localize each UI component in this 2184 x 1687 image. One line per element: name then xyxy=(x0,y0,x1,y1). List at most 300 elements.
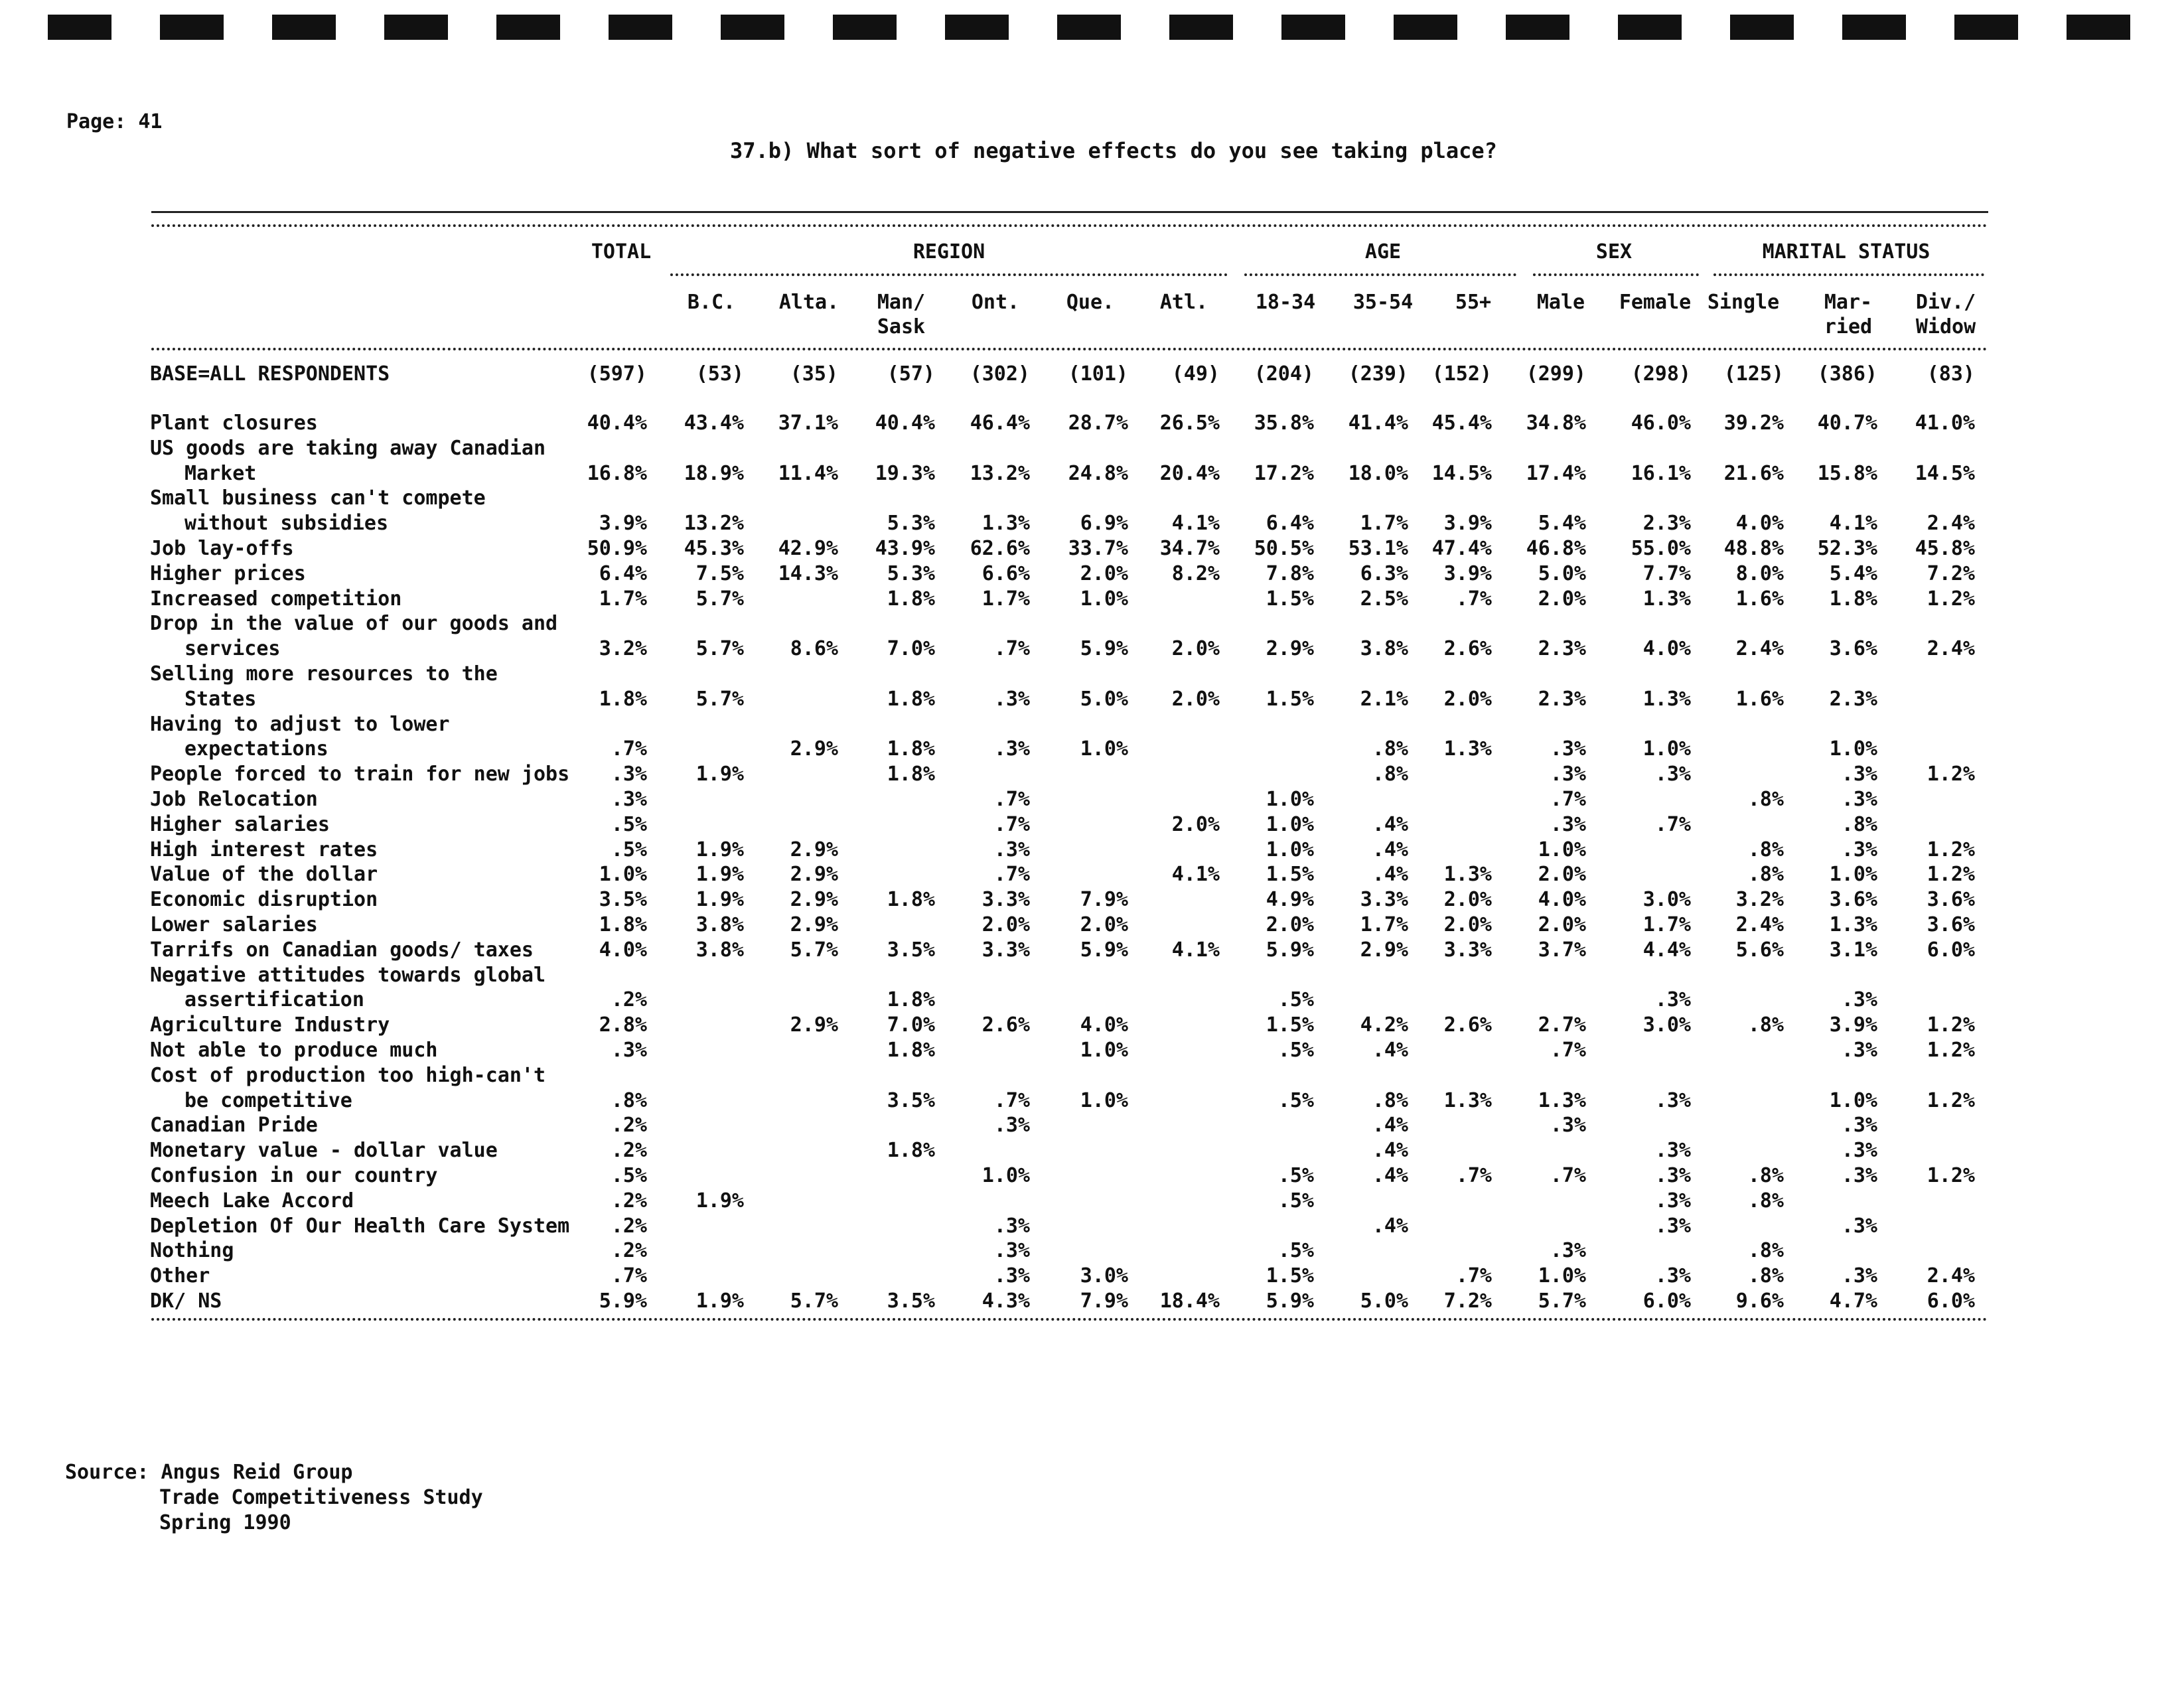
cell-value: 1.0% xyxy=(1080,737,1128,761)
cell-value: .8% xyxy=(1747,838,1784,861)
cell-value: 8.6% xyxy=(790,637,838,660)
table-row xyxy=(0,1238,2184,1264)
cell-value: 1.8% xyxy=(887,888,935,911)
row-label: Meech Lake Accord xyxy=(150,1189,354,1212)
cell-value: 2.9% xyxy=(790,737,838,761)
cell-value: 34.8% xyxy=(1526,411,1586,435)
cell-value: .7% xyxy=(993,863,1030,886)
cell-value: 3.6% xyxy=(1829,637,1877,660)
column-header: Female xyxy=(1619,291,1692,314)
cell-value: .3% xyxy=(1841,988,1877,1011)
cell-value: .5% xyxy=(1277,988,1314,1011)
cell-value: 4.1% xyxy=(1171,512,1220,535)
cell-value: 6.0% xyxy=(1642,1289,1691,1313)
cell-value: 8.2% xyxy=(1171,562,1220,585)
cell-value: 2.5% xyxy=(1360,587,1408,611)
cell-value: 45.8% xyxy=(1915,537,1975,560)
cell-value: 5.3% xyxy=(887,562,935,585)
cell-value: .3% xyxy=(1654,1139,1691,1162)
cell-value: 45.4% xyxy=(1431,411,1492,435)
cell-value: .3% xyxy=(1654,1089,1691,1112)
cell-value: 5.9% xyxy=(599,1289,647,1313)
group-divider xyxy=(1713,273,1984,276)
cell-value: .3% xyxy=(1654,988,1691,1011)
cell-value: 4.9% xyxy=(1266,888,1314,911)
cell-value: .3% xyxy=(1841,1139,1877,1162)
cell-value: .5% xyxy=(1277,1089,1314,1112)
cell-value: 18.9% xyxy=(684,462,744,485)
cell-value: .8% xyxy=(1747,1189,1784,1212)
column-header: Div./ Widow xyxy=(1915,291,1976,338)
cell-value: 33.7% xyxy=(1068,537,1128,560)
cell-value: .8% xyxy=(1747,1239,1784,1262)
cell-value: 2.0% xyxy=(1171,688,1220,711)
cell-value: .5% xyxy=(611,838,647,861)
cell-value: 3.5% xyxy=(887,1089,935,1112)
table-row xyxy=(0,362,2184,387)
row-label: Higher prices xyxy=(150,562,306,585)
cell-value: 13.2% xyxy=(684,512,744,535)
cell-value: 39.2% xyxy=(1723,411,1784,435)
cell-value: 1.0% xyxy=(1829,1089,1877,1112)
cell-value: 1.7% xyxy=(1360,913,1408,936)
table-row xyxy=(0,561,2184,587)
source-line: Source: Angus Reid Group xyxy=(65,1461,353,1484)
cell-value: 1.0% xyxy=(1266,813,1314,836)
table-row xyxy=(0,662,2184,687)
cell-value: 2.6% xyxy=(1443,1013,1492,1037)
row-label: Canadian Pride xyxy=(150,1114,318,1137)
table-row xyxy=(0,1088,2184,1114)
cell-value: 1.3% xyxy=(1829,913,1877,936)
cell-value: .7% xyxy=(1455,1264,1492,1287)
cell-value: .5% xyxy=(1277,1239,1314,1262)
cell-value: 4.0% xyxy=(1080,1013,1128,1037)
cell-value: .4% xyxy=(1372,1214,1408,1238)
cell-value: 5.9% xyxy=(1266,938,1314,962)
cell-value: 2.4% xyxy=(1927,512,1975,535)
cell-value: 7.0% xyxy=(887,1013,935,1037)
cell-value: .3% xyxy=(1654,763,1691,786)
cell-value: 3.3% xyxy=(982,888,1030,911)
cell-value: 17.2% xyxy=(1254,462,1314,485)
cell-value: 1.2% xyxy=(1927,1013,1975,1037)
cell-value: .8% xyxy=(611,1089,647,1112)
cell-value: 4.0% xyxy=(1642,637,1691,660)
cell-value: 2.3% xyxy=(1538,637,1586,660)
cell-value: 9.6% xyxy=(1735,1289,1784,1313)
cell-value: 2.3% xyxy=(1538,688,1586,711)
cell-value: 1.0% xyxy=(1080,1089,1128,1112)
row-label: DK/ NS xyxy=(150,1289,222,1313)
cell-value: 5.0% xyxy=(1080,688,1128,711)
cell-value: .4% xyxy=(1372,838,1408,861)
cell-value: 52.3% xyxy=(1817,537,1877,560)
cell-value: .5% xyxy=(1277,1189,1314,1212)
cell-value: 2.0% xyxy=(1538,587,1586,611)
cell-value: 34.7% xyxy=(1159,537,1220,560)
table-row xyxy=(0,1138,2184,1163)
table-row xyxy=(0,536,2184,561)
cell-value: .3% xyxy=(1841,1214,1877,1238)
cell-value: 42.9% xyxy=(778,537,838,560)
cell-value: .3% xyxy=(993,838,1030,861)
cell-value: .2% xyxy=(611,1239,647,1262)
cell-value: 3.0% xyxy=(1642,888,1691,911)
cell-value: .3% xyxy=(993,1264,1030,1287)
cell-value: 3.8% xyxy=(695,913,744,936)
registration-marks xyxy=(48,15,2138,44)
cell-value: 5.7% xyxy=(790,938,838,962)
cell-value: 2.0% xyxy=(1538,863,1586,886)
cell-value: .7% xyxy=(993,637,1030,660)
cell-value: (302) xyxy=(970,362,1030,386)
bottom-dotted-rule xyxy=(151,1318,1988,1321)
cell-value: 5.9% xyxy=(1266,1289,1314,1313)
cell-value: 1.3% xyxy=(1443,1089,1492,1112)
cell-value: 2.6% xyxy=(1443,637,1492,660)
cell-value: .7% xyxy=(1455,587,1492,611)
row-label-continued: be competitive xyxy=(184,1089,352,1112)
cell-value: 2.4% xyxy=(1927,1264,1975,1287)
cell-value: 3.1% xyxy=(1829,938,1877,962)
cell-value: 1.8% xyxy=(887,763,935,786)
cell-value: 21.6% xyxy=(1723,462,1784,485)
top-rule xyxy=(151,211,1988,213)
cell-value: 5.0% xyxy=(1538,562,1586,585)
cell-value: 1.2% xyxy=(1927,838,1975,861)
cell-value: (101) xyxy=(1068,362,1128,386)
cell-value: 16.1% xyxy=(1631,462,1691,485)
table-row xyxy=(0,486,2184,511)
cell-value: 1.6% xyxy=(1735,587,1784,611)
cell-value: 1.0% xyxy=(982,1164,1030,1187)
cell-value: (83) xyxy=(1927,362,1975,386)
cell-value: .3% xyxy=(993,1214,1030,1238)
cell-value: 3.9% xyxy=(1829,1013,1877,1037)
row-label: People forced to train for new jobs xyxy=(150,763,570,786)
cell-value: 1.7% xyxy=(599,587,647,611)
cell-value: .3% xyxy=(1841,1039,1877,1062)
cell-value: 3.5% xyxy=(887,938,935,962)
cell-value: .3% xyxy=(1841,1264,1877,1287)
row-label: High interest rates xyxy=(150,838,378,861)
table-row xyxy=(0,1163,2184,1189)
cell-value: 5.7% xyxy=(695,587,744,611)
cell-value: .3% xyxy=(611,1039,647,1062)
row-label: Nothing xyxy=(150,1239,234,1262)
registration-mark xyxy=(48,15,111,40)
question-title: 37.b) What sort of negative effects do you see taking place? xyxy=(730,138,1497,163)
cell-value: .2% xyxy=(611,1189,647,1212)
registration-mark xyxy=(1730,15,1794,40)
table-row xyxy=(0,1214,2184,1239)
cell-value: .3% xyxy=(1550,1239,1586,1262)
cell-value: 14.5% xyxy=(1915,462,1975,485)
column-header: Que. xyxy=(1066,291,1115,314)
cell-value: 8.0% xyxy=(1735,562,1784,585)
cell-value: 3.9% xyxy=(599,512,647,535)
table-row xyxy=(0,1038,2184,1063)
cell-value: 5.4% xyxy=(1538,512,1586,535)
cell-value: 4.1% xyxy=(1829,512,1877,535)
cell-value: 3.6% xyxy=(1829,888,1877,911)
cell-value: 1.5% xyxy=(1266,1264,1314,1287)
cell-value: 6.6% xyxy=(982,562,1030,585)
cell-value: (152) xyxy=(1431,362,1492,386)
cell-value: 1.2% xyxy=(1927,1089,1975,1112)
cell-value: 1.2% xyxy=(1927,1164,1975,1187)
column-header: Man/ Sask xyxy=(877,291,926,338)
cell-value: 4.1% xyxy=(1171,938,1220,962)
cell-value: .5% xyxy=(1277,1039,1314,1062)
cell-value: 7.5% xyxy=(695,562,744,585)
registration-mark xyxy=(1281,15,1345,40)
table-row xyxy=(0,737,2184,762)
cell-value: 41.4% xyxy=(1348,411,1408,435)
table-row xyxy=(0,1063,2184,1088)
cell-value: (49) xyxy=(1171,362,1220,386)
cell-value: 2.9% xyxy=(790,1013,838,1037)
cell-value: 3.2% xyxy=(1735,888,1784,911)
cell-value: 3.9% xyxy=(1443,562,1492,585)
cell-value: 1.0% xyxy=(1080,587,1128,611)
registration-mark xyxy=(272,15,336,40)
cell-value: 3.8% xyxy=(1360,637,1408,660)
row-label: Negative attitudes towards global xyxy=(150,964,546,987)
cell-value: 1.0% xyxy=(1080,1039,1128,1062)
cell-value: 19.3% xyxy=(875,462,935,485)
row-label: Value of the dollar xyxy=(150,863,378,886)
column-header: Male xyxy=(1536,291,1585,314)
cell-value: 2.0% xyxy=(1443,888,1492,911)
source-block xyxy=(65,1460,483,1536)
registration-mark xyxy=(496,15,560,40)
cell-value: 40.4% xyxy=(875,411,935,435)
table-row xyxy=(0,611,2184,636)
row-label: Economic disruption xyxy=(150,888,378,911)
cell-value: .3% xyxy=(993,737,1030,761)
cell-value: 6.4% xyxy=(1266,512,1314,535)
cell-value: 3.0% xyxy=(1080,1264,1128,1287)
table-row xyxy=(0,411,2184,436)
cell-value: .8% xyxy=(1747,863,1784,886)
cell-value: 5.7% xyxy=(695,688,744,711)
cell-value: .4% xyxy=(1372,1139,1408,1162)
cell-value: 3.0% xyxy=(1642,1013,1691,1037)
registration-mark xyxy=(1169,15,1233,40)
cell-value: 5.9% xyxy=(1080,938,1128,962)
cell-value: 5.4% xyxy=(1829,562,1877,585)
cell-value: 2.0% xyxy=(1443,913,1492,936)
cell-value: 24.8% xyxy=(1068,462,1128,485)
row-label: Job lay-offs xyxy=(150,537,294,560)
cell-value: .3% xyxy=(1550,737,1586,761)
group-header: SEX xyxy=(1595,240,1633,263)
row-label: BASE=ALL RESPONDENTS xyxy=(150,362,390,386)
cell-value: 5.3% xyxy=(887,512,935,535)
cell-value: 1.2% xyxy=(1927,863,1975,886)
cell-value: 3.7% xyxy=(1538,938,1586,962)
table-row xyxy=(0,963,2184,988)
table-row xyxy=(0,436,2184,461)
cell-value: .7% xyxy=(1550,1039,1586,1062)
cell-value: 2.9% xyxy=(790,838,838,861)
cell-value: 3.5% xyxy=(887,1289,935,1313)
cell-value: (57) xyxy=(887,362,935,386)
cell-value: 1.2% xyxy=(1927,763,1975,786)
cell-value: 1.0% xyxy=(1266,788,1314,811)
cell-value: 2.4% xyxy=(1735,913,1784,936)
cell-value: 3.3% xyxy=(1443,938,1492,962)
cell-value: 6.4% xyxy=(599,562,647,585)
row-label: Selling more resources to the xyxy=(150,662,498,686)
row-label: Tarrifs on Canadian goods/ taxes xyxy=(150,938,534,962)
cell-value: 1.5% xyxy=(1266,863,1314,886)
cell-value: 1.3% xyxy=(982,512,1030,535)
row-label: Lower salaries xyxy=(150,913,318,936)
cell-value: 7.7% xyxy=(1642,562,1691,585)
row-label: Plant closures xyxy=(150,411,318,435)
registration-mark xyxy=(1506,15,1569,40)
cell-value: 5.7% xyxy=(695,637,744,660)
column-header: 55+ xyxy=(1455,291,1492,314)
cell-value: 1.8% xyxy=(1829,587,1877,611)
cell-value: 1.0% xyxy=(1538,1264,1586,1287)
cell-value: .4% xyxy=(1372,1039,1408,1062)
cell-value: 1.3% xyxy=(1443,737,1492,761)
row-label: Job Relocation xyxy=(150,788,318,811)
cell-value: .4% xyxy=(1372,863,1408,886)
cell-value: 4.4% xyxy=(1642,938,1691,962)
cell-value: (239) xyxy=(1348,362,1408,386)
row-label-continued: services xyxy=(184,637,281,660)
table-row xyxy=(0,1289,2184,1314)
cell-value: .8% xyxy=(1372,737,1408,761)
cell-value: 16.8% xyxy=(587,462,647,485)
cell-value: .3% xyxy=(1654,1164,1691,1187)
cell-value: 1.0% xyxy=(1266,838,1314,861)
cell-value: .2% xyxy=(611,988,647,1011)
table-row xyxy=(0,587,2184,612)
table-row xyxy=(0,838,2184,863)
cell-value: 45.3% xyxy=(684,537,744,560)
cell-value: 5.6% xyxy=(1735,938,1784,962)
cell-value: 46.4% xyxy=(970,411,1030,435)
cell-value: 1.0% xyxy=(1829,737,1877,761)
row-label: Agriculture Industry xyxy=(150,1013,390,1037)
cell-value: 2.7% xyxy=(1538,1013,1586,1037)
row-label-continued: expectations xyxy=(184,737,328,761)
cell-value: 13.2% xyxy=(970,462,1030,485)
column-header: B.C. xyxy=(687,291,736,314)
cell-value: (386) xyxy=(1817,362,1877,386)
cell-value: 46.0% xyxy=(1631,411,1691,435)
row-label: Drop in the value of our goods and xyxy=(150,612,558,635)
cell-value: .7% xyxy=(993,813,1030,836)
registration-mark xyxy=(1618,15,1682,40)
table-row xyxy=(0,1189,2184,1214)
row-label-continued: assertification xyxy=(184,988,364,1011)
cell-value: 4.2% xyxy=(1360,1013,1408,1037)
cell-value: 6.0% xyxy=(1927,938,1975,962)
cell-value: 1.7% xyxy=(1360,512,1408,535)
cell-value: 20.4% xyxy=(1159,462,1220,485)
cell-value: .8% xyxy=(1372,1089,1408,1112)
column-header: Ont. xyxy=(971,291,1020,314)
cell-value: 47.4% xyxy=(1431,537,1492,560)
cell-value: 5.9% xyxy=(1080,637,1128,660)
cell-value: 2.0% xyxy=(1538,913,1586,936)
cell-value: 4.0% xyxy=(1735,512,1784,535)
cell-value: 7.2% xyxy=(1443,1289,1492,1313)
cell-value: .3% xyxy=(611,763,647,786)
cell-value: .3% xyxy=(1841,763,1877,786)
cell-value: 5.0% xyxy=(1360,1289,1408,1313)
cell-value: .3% xyxy=(1550,1114,1586,1137)
cell-value: .7% xyxy=(1550,788,1586,811)
cell-value: 48.8% xyxy=(1723,537,1784,560)
cell-value: 7.0% xyxy=(887,637,935,660)
cell-value: .8% xyxy=(1747,1264,1784,1287)
row-label: Depletion Of Our Health Care System xyxy=(150,1214,570,1238)
cell-value: (53) xyxy=(695,362,744,386)
column-header: 18-34 xyxy=(1255,291,1316,314)
registration-mark xyxy=(609,15,672,40)
cell-value: 1.3% xyxy=(1642,587,1691,611)
cell-value: 4.0% xyxy=(599,938,647,962)
cell-value: 3.3% xyxy=(982,938,1030,962)
cell-value: .8% xyxy=(1747,1013,1784,1037)
cell-value: (35) xyxy=(790,362,838,386)
table-row xyxy=(0,687,2184,712)
cell-value: 7.8% xyxy=(1266,562,1314,585)
cell-value: .3% xyxy=(1654,1189,1691,1212)
cell-value: 62.6% xyxy=(970,537,1030,560)
cell-value: 1.5% xyxy=(1266,587,1314,611)
cell-value: .3% xyxy=(993,1114,1030,1137)
registration-mark xyxy=(945,15,1009,40)
row-label: Increased competition xyxy=(150,587,402,611)
group-header: TOTAL xyxy=(591,240,652,263)
cell-value: 1.8% xyxy=(887,1039,935,1062)
cell-value: 15.8% xyxy=(1817,462,1877,485)
cell-value: (299) xyxy=(1526,362,1586,386)
cell-value: .4% xyxy=(1372,813,1408,836)
cell-value: 1.9% xyxy=(695,763,744,786)
row-label: Cost of production too high-can't xyxy=(150,1064,546,1087)
registration-mark xyxy=(384,15,448,40)
cell-value: .7% xyxy=(993,788,1030,811)
cell-value: 4.3% xyxy=(982,1289,1030,1313)
registration-mark xyxy=(721,15,784,40)
table-row xyxy=(0,988,2184,1013)
cell-value: 2.9% xyxy=(790,913,838,936)
cell-value: 1.0% xyxy=(599,863,647,886)
registration-mark xyxy=(833,15,897,40)
cell-value: 7.2% xyxy=(1927,562,1975,585)
cell-value: 3.3% xyxy=(1360,888,1408,911)
cell-value: 1.8% xyxy=(887,737,935,761)
column-header: Single xyxy=(1707,291,1780,314)
row-label: US goods are taking away Canadian xyxy=(150,437,546,460)
cell-value: .3% xyxy=(1841,788,1877,811)
cell-value: .5% xyxy=(611,1164,647,1187)
cell-value: 50.5% xyxy=(1254,537,1314,560)
group-divider xyxy=(1244,273,1516,276)
column-header: Alta. xyxy=(778,291,839,314)
column-header: Atl. xyxy=(1159,291,1208,314)
